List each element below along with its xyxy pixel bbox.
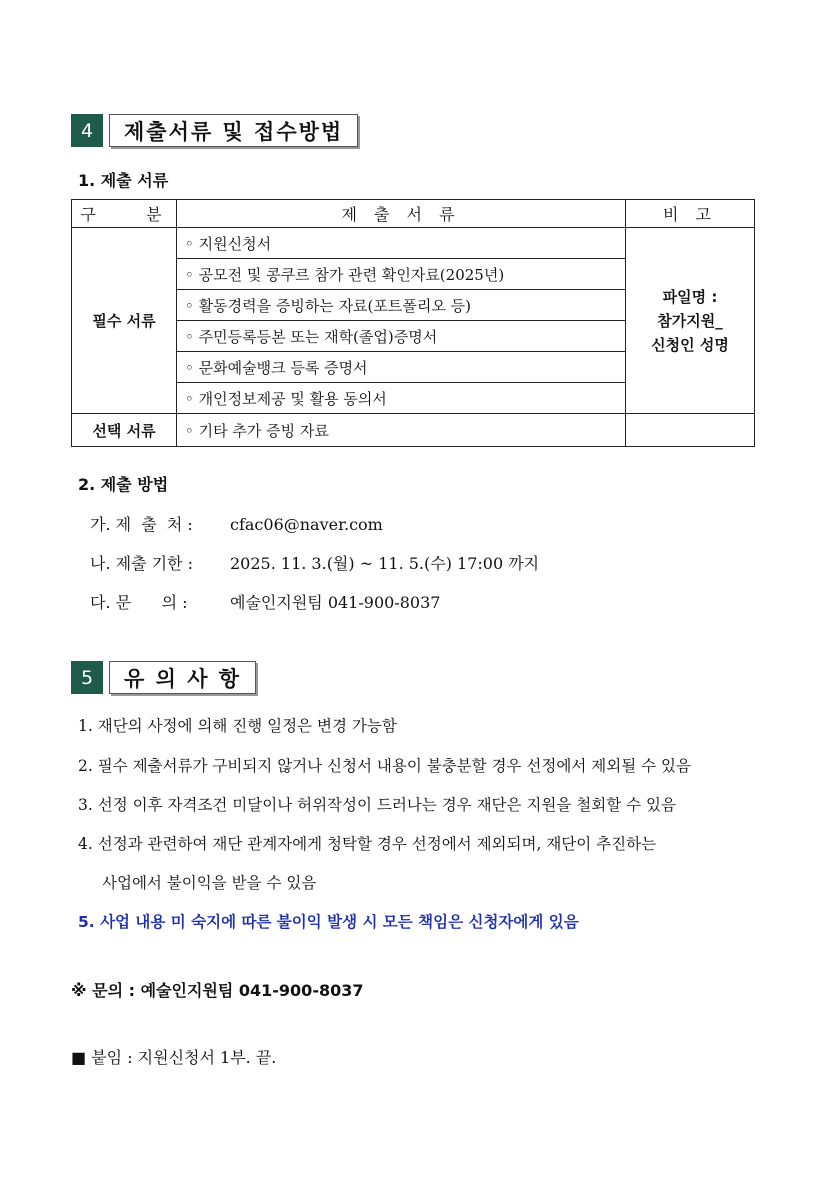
method-key: 가. 제 출 처 : [90,515,198,534]
section-title: 제출서류 및 접수방법 [109,114,358,147]
method-deadline [90,551,539,574]
caution-highlight: 5. 사업 내용 미 숙지에 따른 불이익 발생 시 모든 책임은 신청자에게 있음 [78,913,579,931]
list-item: ◦ 주민등록등본 또는 재학(졸업)증명서 [177,321,626,352]
header-note: 비 고 [626,200,755,228]
optional-label: 선택 서류 [72,414,177,447]
header-documents: 제 출 서 류 [177,200,626,228]
method-inquiry [90,590,440,613]
method-key: 다. 문 의 : [90,593,193,612]
attachment-line: ■ 붙임 : 지원신청서 1부. 끝. [71,1048,277,1067]
method-recipient [90,512,383,535]
section-title: 유 의 사 항 [109,661,256,694]
section-4-header [71,114,358,147]
note-line: 신청인 성명 [651,335,729,354]
contact-line: ※ 문의 : 예술인지원팀 041-900-8037 [71,981,364,1000]
table-header-row [72,200,755,228]
list-item: ◦ 기타 추가 증빙 자료 [177,414,626,447]
section-5-header [71,661,256,694]
section-number: 5 [71,661,103,694]
email-address: cfac06@naver.com [230,515,383,534]
method-key: 나. 제출 기한 : [90,554,199,573]
caution-item: 4. 선정과 관련하여 재단 관계자에게 청탁할 경우 선정에서 제외되며, 재단이 추진하는 [78,835,657,853]
list-item: ◦ 문화예술뱅크 등록 증명서 [177,352,626,383]
caution-item-continued: 사업에서 불이익을 받을 수 있음 [102,874,317,892]
inquiry-value: 예술인지원팀 041-900-8037 [230,593,441,612]
caution-item: 3. 선정 이후 자격조건 미달이나 허위작성이 드러나는 경우 재단은 지원을 철회할 수 있음 [78,796,676,814]
subheading-documents: 1. 제출 서류 [78,171,169,190]
list-item: ◦ 개인정보제공 및 활용 동의서 [177,383,626,414]
list-item: ◦ 지원신청서 [177,228,626,259]
caution-item: 2. 필수 제출서류가 구비되지 않거나 신청서 내용이 불충분할 경우 선정에서 제외될 수 있음 [78,757,691,775]
caution-item: 1. 재단의 사정에 의해 진행 일정은 변경 가능함 [78,717,397,735]
section-number: 4 [71,114,103,147]
empty-note [626,414,755,447]
note-line: 파일명 : [662,287,718,306]
documents-table [71,199,755,447]
table-row [72,228,755,259]
list-item: ◦ 활동경력을 증빙하는 자료(포트폴리오 등) [177,290,626,321]
header-category: 구 분 [72,200,177,228]
table-row [72,414,755,447]
deadline-value: 2025. 11. 3.(월) ~ 11. 5.(수) 17:00 까지 [230,554,540,573]
required-label: 필수 서류 [72,228,177,414]
note-line: 참가지원_ [657,311,723,330]
list-item: ◦ 공모전 및 콩쿠르 참가 관련 확인자료(2025년) [177,259,626,290]
subheading-method: 2. 제출 방법 [78,475,169,494]
file-name-note [626,228,755,414]
